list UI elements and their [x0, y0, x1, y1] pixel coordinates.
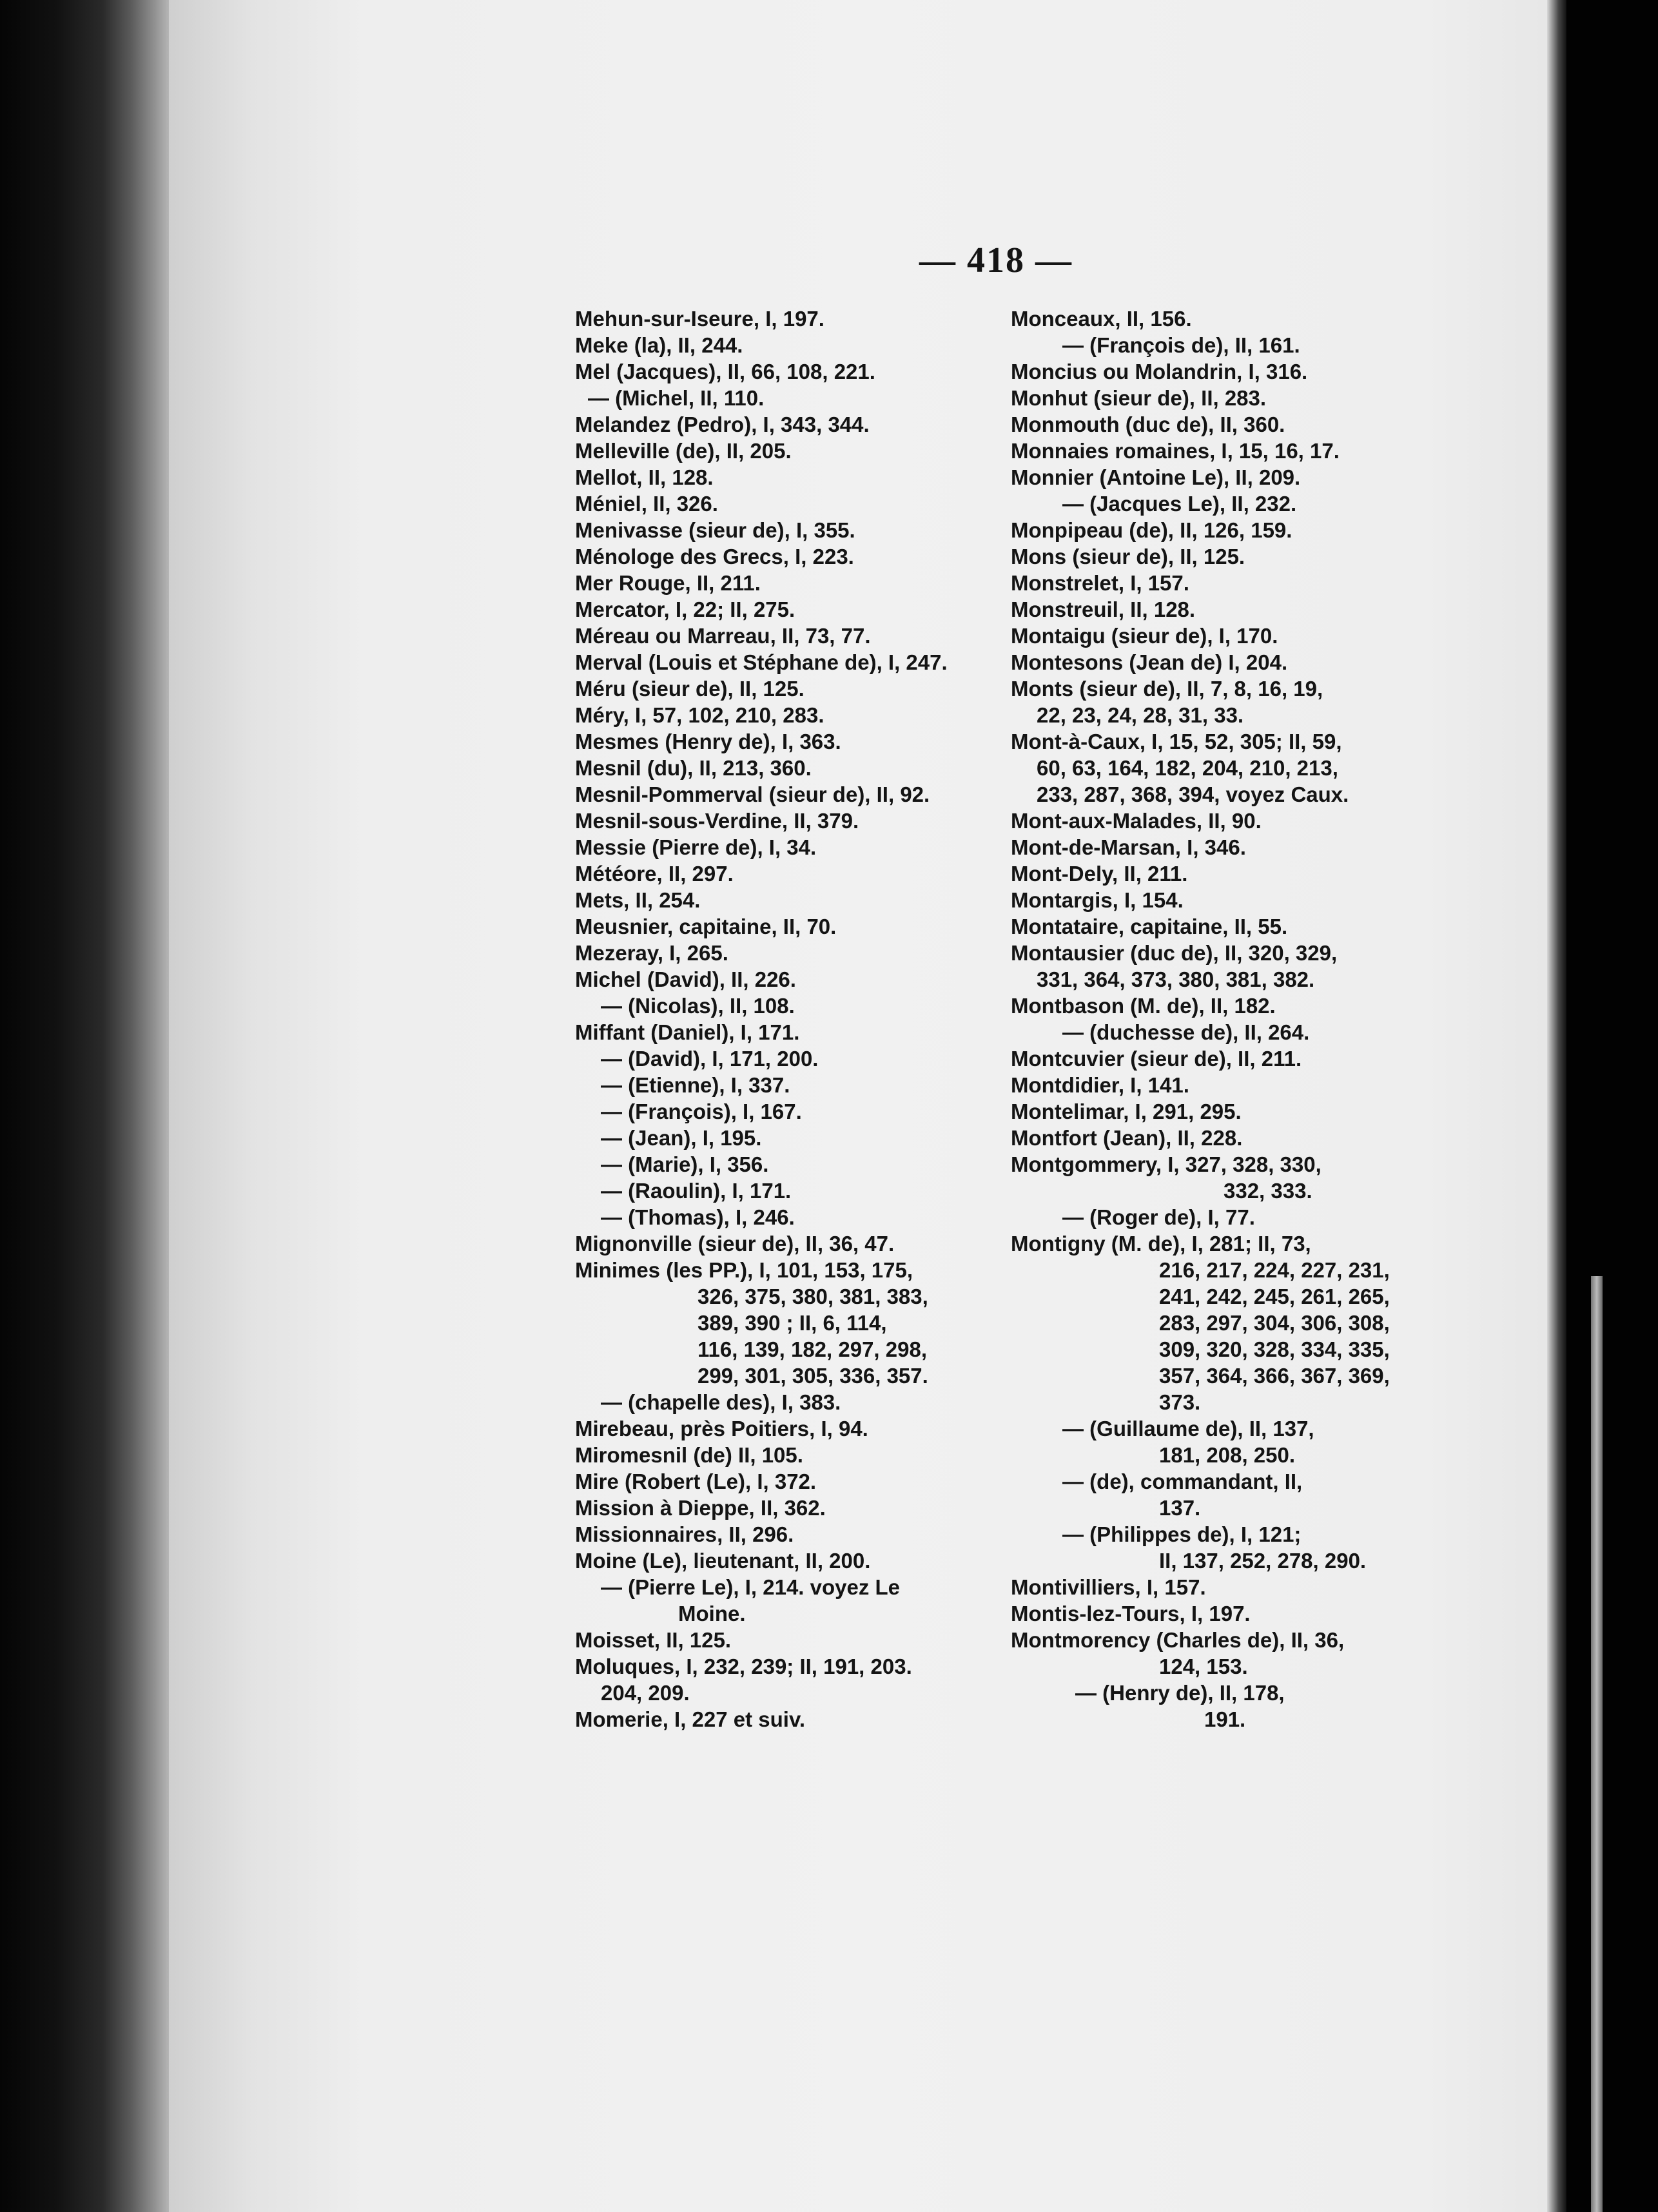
index-entry: — (Pierre Le), I, 214. voyez Le — [601, 1575, 901, 1599]
index-entry: Miffant (Daniel), I, 171. — [575, 1020, 800, 1044]
index-entry: Montmorency (Charles de), II, 36, — [1011, 1628, 1345, 1652]
index-entry: Montelimar, I, 291, 295. — [1011, 1100, 1242, 1123]
index-entry: 326, 375, 380, 381, 383, — [697, 1285, 928, 1308]
index-column-right — [1011, 306, 1423, 1732]
index-entry: Mont-Dely, II, 211. — [1011, 862, 1188, 886]
index-entry: — (Jean), I, 195. — [601, 1126, 762, 1150]
index-entry: 299, 301, 305, 336, 357. — [697, 1364, 928, 1388]
index-entry: — (chapelle des), I, 383. — [601, 1390, 841, 1414]
index-entry: Montdidier, I, 141. — [1011, 1073, 1189, 1097]
index-entry: Montcuvier (sieur de), II, 211. — [1011, 1047, 1302, 1071]
index-entry: Montausier (duc de), II, 320, 329, — [1011, 941, 1338, 965]
index-entry: 216, 217, 224, 227, 231, — [1159, 1258, 1390, 1282]
index-entry: Montis-lez-Tours, I, 197. — [1011, 1602, 1251, 1625]
index-entry: 22, 23, 24, 28, 31, 33. — [1037, 703, 1244, 727]
index-entry: — (Jacques Le), II, 232. — [1062, 492, 1297, 516]
index-entry: Méru (sieur de), II, 125. — [575, 677, 805, 701]
index-entry: 309, 320, 328, 334, 335, — [1159, 1337, 1390, 1361]
index-entry: Montigny (M. de), I, 281; II, 73, — [1011, 1232, 1311, 1256]
index-entry: Montataire, capitaine, II, 55. — [1011, 915, 1288, 938]
index-entry: Mesmes (Henry de), I, 363. — [575, 730, 841, 753]
index-entry: 116, 139, 182, 297, 298, — [697, 1337, 927, 1361]
page-edge — [1547, 0, 1566, 2212]
index-entry: — (Etienne), I, 337. — [601, 1073, 790, 1097]
index-entry: — (duchesse de), II, 264. — [1062, 1020, 1310, 1044]
index-entry: Moine (Le), lieutenant, II, 200. — [575, 1549, 871, 1573]
index-entry: 389, 390 ; II, 6, 114, — [697, 1311, 887, 1335]
index-entry: Monpipeau (de), II, 126, 159. — [1011, 518, 1292, 542]
index-entry: Montesons (Jean de) I, 204. — [1011, 650, 1288, 674]
index-entry: — (de), commandant, II, — [1062, 1470, 1303, 1493]
index-entry: Montivilliers, I, 157. — [1011, 1575, 1206, 1599]
index-entry: Mons (sieur de), II, 125. — [1011, 545, 1245, 568]
index-entry: Monts (sieur de), II, 7, 8, 16, 19, — [1011, 677, 1323, 701]
index-entry: Mellot, II, 128. — [575, 465, 714, 489]
index-entry: Météore, II, 297. — [575, 862, 734, 886]
index-entry: Méreau ou Marreau, II, 73, 77. — [575, 624, 871, 648]
index-entry: Monnaies romaines, I, 15, 16, 17. — [1011, 439, 1340, 463]
index-entry: Méry, I, 57, 102, 210, 283. — [575, 703, 824, 727]
index-entry: Momerie, I, 227 et suiv. — [575, 1707, 806, 1731]
index-entry: — (Marie), I, 356. — [601, 1152, 769, 1176]
index-entry: — (Philippes de), I, 121; — [1062, 1522, 1302, 1546]
index-entry: 191. — [1204, 1707, 1246, 1731]
index-entry: 373. — [1159, 1390, 1201, 1414]
index-entry: Michel (David), II, 226. — [575, 967, 796, 991]
index-entry: Montbason (M. de), II, 182. — [1011, 994, 1276, 1018]
index-entry: 137. — [1159, 1496, 1201, 1520]
index-entry: 283, 297, 304, 306, 308, — [1159, 1311, 1390, 1335]
page-number: — 418 — — [919, 240, 1073, 280]
index-entry: Monnier (Antoine Le), II, 209. — [1011, 465, 1301, 489]
adjacent-page-sliver — [1591, 1276, 1603, 2212]
index-entry: Monmouth (duc de), II, 360. — [1011, 412, 1285, 436]
index-entry: Mets, II, 254. — [575, 888, 701, 912]
index-entry: 60, 63, 164, 182, 204, 210, 213, — [1037, 756, 1338, 780]
index-entry: Mire (Robert (Le), I, 372. — [575, 1470, 817, 1493]
index-entry: Monstreuil, II, 128. — [1011, 597, 1196, 621]
index-entry: Moisset, II, 125. — [575, 1628, 732, 1652]
index-entry: Melleville (de), II, 205. — [575, 439, 792, 463]
index-entry: — (François), I, 167. — [601, 1100, 802, 1123]
index-entry: Mesnil-Pommerval (sieur de), II, 92. — [575, 782, 930, 806]
index-entry: 204, 209. — [601, 1681, 690, 1705]
index-entry: 332, 333. — [1224, 1179, 1312, 1203]
index-entry: 181, 208, 250. — [1159, 1443, 1296, 1467]
index-entry: — (David), I, 171, 200. — [601, 1047, 819, 1071]
index-entry: Mont-de-Marsan, I, 346. — [1011, 835, 1246, 859]
index-entry: Mer Rouge, II, 211. — [575, 571, 761, 595]
index-entry: — (Nicolas), II, 108. — [601, 994, 795, 1018]
index-entry: Mirebeau, près Poitiers, I, 94. — [575, 1417, 868, 1441]
index-entry: Montgommery, I, 327, 328, 330, — [1011, 1152, 1322, 1176]
index-entry: II, 137, 252, 278, 290. — [1159, 1549, 1367, 1573]
index-entry: Messie (Pierre de), I, 34. — [575, 835, 817, 859]
index-entry: Ménologe des Grecs, I, 223. — [575, 545, 854, 568]
index-entry: — (Michel, II, 110. — [588, 386, 765, 410]
index-entry: Merval (Louis et Stéphane de), I, 247. — [575, 650, 948, 674]
index-entry: Minimes (les PP.), I, 101, 153, 175, — [575, 1258, 913, 1282]
scan-background — [1566, 0, 1658, 2212]
index-entry: Moncius ou Molandrin, I, 316. — [1011, 360, 1308, 383]
index-entry: — (Raoulin), I, 171. — [601, 1179, 792, 1203]
index-entry: 331, 364, 373, 380, 381, 382. — [1037, 967, 1315, 991]
index-entry: Monhut (sieur de), II, 283. — [1011, 386, 1267, 410]
index-entry: Mesnil-sous-Verdine, II, 379. — [575, 809, 859, 833]
index-entry: — (Guillaume de), II, 137, — [1062, 1417, 1314, 1441]
index-entry: Missionnaires, II, 296. — [575, 1522, 794, 1546]
index-entry: Moluques, I, 232, 239; II, 191, 203. — [575, 1654, 912, 1678]
index-entry: Montaigu (sieur de), I, 170. — [1011, 624, 1278, 648]
index-entry: Monstrelet, I, 157. — [1011, 571, 1189, 595]
index-entry: — (Roger de), I, 77. — [1062, 1205, 1255, 1229]
index-entry: 124, 153. — [1159, 1654, 1248, 1678]
index-entry: 233, 287, 368, 394, voyez Caux. — [1037, 782, 1349, 806]
index-entry: Monceaux, II, 156. — [1011, 307, 1192, 331]
index-entry: 241, 242, 245, 261, 265, — [1159, 1285, 1390, 1308]
index-entry: Miromesnil (de) II, 105. — [575, 1443, 803, 1467]
index-entry: Mezeray, I, 265. — [575, 941, 728, 965]
index-entry: Mont-à-Caux, I, 15, 52, 305; II, 59, — [1011, 730, 1342, 753]
index-entry: Mercator, I, 22; II, 275. — [575, 597, 795, 621]
index-entry: Meusnier, capitaine, II, 70. — [575, 915, 837, 938]
index-entry: Méniel, II, 326. — [575, 492, 718, 516]
index-entry: Mehun-sur-Iseure, I, 197. — [575, 307, 824, 331]
index-entry: Montfort (Jean), II, 228. — [1011, 1126, 1243, 1150]
index-column-left — [575, 306, 975, 1732]
index-entry: Menivasse (sieur de), I, 355. — [575, 518, 855, 542]
index-entry: Montargis, I, 154. — [1011, 888, 1184, 912]
index-entry: Melandez (Pedro), I, 343, 344. — [575, 412, 870, 436]
index-entry: Mignonville (sieur de), II, 36, 47. — [575, 1232, 895, 1256]
index-entry: — (Henry de), II, 178, — [1075, 1681, 1285, 1705]
index-entry: 357, 364, 366, 367, 369, — [1159, 1364, 1390, 1388]
index-entry: Mesnil (du), II, 213, 360. — [575, 756, 812, 780]
index-entry: Mont-aux-Malades, II, 90. — [1011, 809, 1262, 833]
index-entry: — (François de), II, 161. — [1062, 333, 1300, 357]
book-binding-shadow — [0, 0, 187, 2212]
index-entry: — (Thomas), I, 246. — [601, 1205, 795, 1229]
index-entry: Meke (la), II, 244. — [575, 333, 743, 357]
index-entry: Moine. — [678, 1602, 746, 1625]
index-entry: Mel (Jacques), II, 66, 108, 221. — [575, 360, 875, 383]
index-entry: Mission à Dieppe, II, 362. — [575, 1496, 826, 1520]
